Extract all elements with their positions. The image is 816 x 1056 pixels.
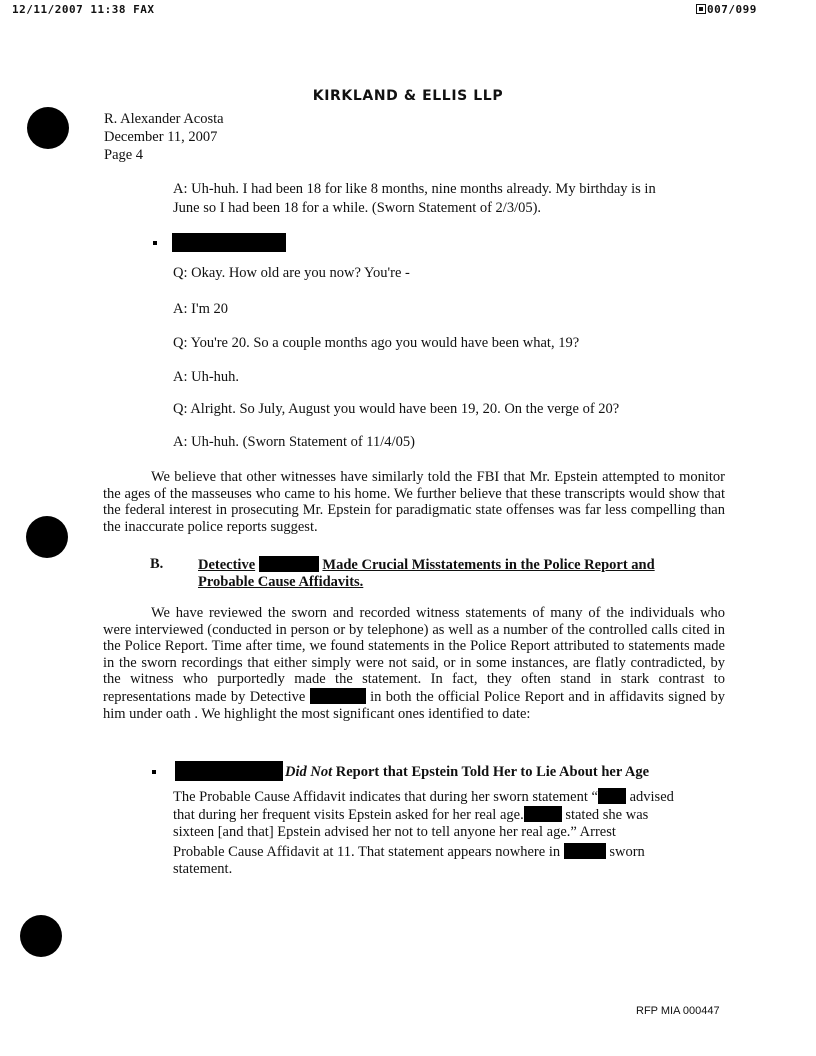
punch-hole-bottom bbox=[20, 915, 62, 957]
letter-header bbox=[104, 110, 224, 164]
fax-page-icon bbox=[696, 4, 706, 14]
paragraph-fbi-witnesses: We believe that other witnesses have similarly told the FBI that Mr. Epstein attempted to monitor the ages of the masseuses who came to his home. We further believe that these transcripts would show that the federal interest in prosecuting Mr. Epstein for paradigmatic state offenses was far less compelling than the inaccurate police reports suggest. bbox=[103, 469, 725, 535]
redaction-box bbox=[524, 806, 562, 822]
quote2-q2: Q: You're 20. So a couple months ago you would have been what, 19? bbox=[173, 335, 580, 351]
punch-hole-top bbox=[27, 107, 69, 149]
bullet-body-line4 bbox=[173, 843, 645, 861]
bullet-body-line2-b: stated she was bbox=[565, 807, 649, 823]
bullet-heading-italic: Did Not bbox=[285, 764, 333, 780]
bullet-body-line1 bbox=[173, 788, 674, 806]
redaction-box bbox=[172, 233, 286, 252]
page-number: Page 4 bbox=[104, 147, 144, 163]
recipient-name: R. Alexander Acosta bbox=[104, 111, 224, 127]
letter-date: December 11, 2007 bbox=[104, 129, 218, 145]
bullet-body-line5: statement. bbox=[173, 861, 233, 877]
redaction-box bbox=[564, 843, 606, 859]
fax-header-right bbox=[696, 3, 757, 16]
bullet-body-line2 bbox=[173, 806, 648, 824]
bullet-marker bbox=[152, 770, 156, 774]
quote2-a3: A: Uh-huh. (Sworn Statement of 11/4/05) bbox=[173, 434, 415, 450]
paragraph-witness-statements-part2: in both the official Police Report and in affidavits signed by him under oath . We highlight the most significant ones identified to date: bbox=[103, 688, 725, 722]
fax-page-count: 007/099 bbox=[707, 3, 757, 16]
redaction-box bbox=[175, 761, 283, 781]
paragraph-witness-statements bbox=[103, 605, 725, 722]
bullet-body-line3: sixteen [and that] Epstein advised her not to tell anyone her real age.” Arrest bbox=[173, 824, 616, 840]
bullet-body-line4-a: Probable Cause Affidavit at 11. That statement appears nowhere in bbox=[173, 844, 561, 860]
quote2-a1: A: I'm 20 bbox=[173, 301, 228, 317]
bullet-body-line2-a: that during her frequent visits Epstein asked for her real age. bbox=[173, 807, 524, 823]
bullet-heading bbox=[285, 764, 649, 781]
quote2-q3: Q: Alright. So July, August you would have been 19, 20. On the verge of 20? bbox=[173, 401, 620, 417]
bullet-body-line1-a: The Probable Cause Affidavit indicates that during her sworn statement “ bbox=[173, 789, 598, 805]
bullet-marker bbox=[153, 241, 157, 245]
bullet-heading-rest: Report that Epstein Told Her to Lie About her Age bbox=[335, 764, 650, 780]
bullet-body-line4-b: sworn bbox=[609, 844, 645, 860]
section-b-title bbox=[198, 556, 655, 574]
firm-name: KIRKLAND & ELLIS LLP bbox=[312, 88, 504, 104]
section-b-title-a: Detective bbox=[198, 557, 256, 573]
redaction-box bbox=[598, 788, 626, 804]
section-b-title-c: Probable Cause Affidavits. bbox=[198, 574, 364, 590]
quote2-a2: A: Uh-huh. bbox=[173, 369, 240, 385]
punch-hole-middle bbox=[26, 516, 68, 558]
section-b-label: B. bbox=[150, 556, 164, 572]
quote1-line1: A: Uh-huh. I had been 18 for like 8 months, nine months already. My birthday is in bbox=[173, 181, 656, 197]
redaction-box bbox=[310, 688, 366, 704]
quote2-q1: Q: Okay. How old are you now? You're - bbox=[173, 265, 410, 281]
bullet-body-line1-b: advised bbox=[629, 789, 674, 805]
section-b-title-b: Made Crucial Misstatements in the Police Report and bbox=[322, 557, 655, 573]
paragraph-witness-statements-part1: We have reviewed the sworn and recorded witness statements of many of the individuals who were interviewed (conducted in person or by telephone) as well as a number of the controlled calls cited in the Police Report. Time after time, we found statements in the Police Report attributed to statements made in the sworn recordings that either simply were not said, or in some instances, are flatly contradicted, by the witness who purportedly made the statement. In fact, they often stand in stark contrast to representations made by Detective bbox=[103, 605, 725, 705]
quote1-line2: June so I had been 18 for a while. (Sworn Statement of 2/3/05). bbox=[173, 200, 542, 216]
redaction-box bbox=[259, 556, 319, 572]
bates-number: RFP MIA 000447 bbox=[636, 1005, 720, 1017]
fax-header-left: 12/11/2007 11:38 FAX bbox=[12, 3, 155, 16]
